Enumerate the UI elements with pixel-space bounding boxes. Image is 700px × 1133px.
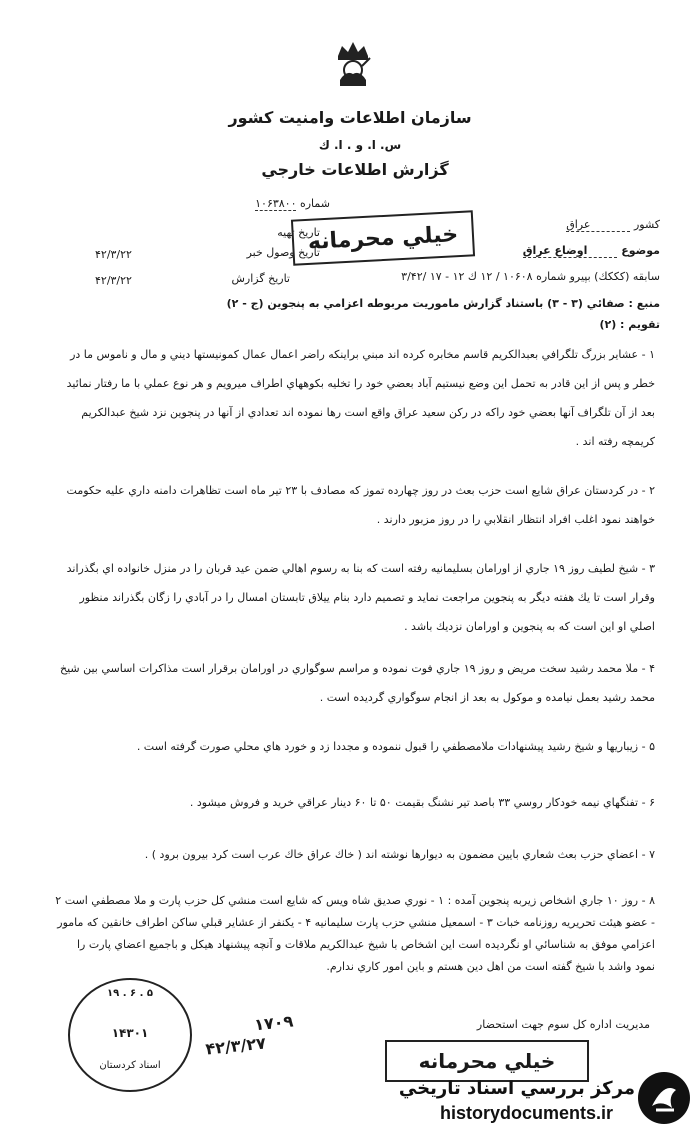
watermark-site: historydocuments.ir (440, 1103, 614, 1123)
country-label: كشور (633, 218, 660, 231)
report-paragraph-2: ۲ - در كردستان عراق شايع است حزب بعث در روز چهارده تموز كه مصادف با ۲۳ تير ماه است تظاهرات دامنه داري عليه حكومت خواهند نمود اغلب افراد انتظار انقلابي را در روز مزبور دارند . (66, 484, 655, 526)
prep-date-label: تاريخ تهيه (277, 226, 320, 239)
report-paragraph-3: ۳ - شيخ لطيف روز ۱۹ جاري از اورامان بسليمانيه رفته است كه بنا به رسوم اهالي ضمن عيد قربان را در منزل خانواده اي بگذراند وقرار است تا يك هفته ديگر به پنجوين مراجعت نمايد و تصميم دارد بنام ييلاق تابستان امسال را در آبادي را زگان بگذراند منظور اصلي او اين است كه به پنجوين و اورامان نزديك باشد . (66, 562, 655, 633)
organization-code: س. ا. و . ا. ك (318, 138, 402, 152)
source-line: منبع : صفائي (۳ - ۳) باستناد گزارش ماموريت مربوطه اعزامي به پنجوين (ج - ۲) (226, 297, 660, 310)
bottom-classified-stamp: خيلي محرمانه (385, 1040, 589, 1082)
receive-date-value: ۴۲/۳/۲۲ (95, 248, 132, 261)
footer-note: مديريت اداره كل سوم جهت استحضار (476, 1018, 650, 1031)
report-paragraph-7: ۷ - اعضاي حزب بعث شعاري بايين مضمون به ديوارها نوشته اند ( خاك عراق خاك عرب است كرد بيرون برود ) . (144, 848, 655, 861)
receive-date-label: تاريخ وصول خبر (246, 246, 320, 259)
report-paragraph-4: ۴ - ملا محمد رشيد سخت مريض و روز ۱۹ جاري فوت نموده و مراسم سوگواري در اورامان برقرار است مذاكرات اساسي بين شيخ محمد رشيد بعمل نيامده و موكول به بعد از انجام سوگواري گرديده است . (59, 662, 655, 704)
handwritten-receipt-mark: ۱۷۰۹ ۴۲/۳/۲۷ (204, 1011, 295, 1059)
report-paragraph-8: ۸ - روز ۱۰ جاري اشخاص زيربه پنجوين آمده : ۱ - نوري صديق شاه ويس كه شايع است منشي كل حزب پارت و ملا مصطفي است ۲ - عضو هيئت تحريريه روزنامه خبات ۳ - اسمعيل منشي حزب پارت سليمانيه ۴ - يكنفر از عشاير قبلي ساكن اطراف خانقين كه مامور اعزامي موفق به شناسائي او نگرديده است اين اشخاص با شيخ عبدالكريم ملاقات و آنچه پيشنهاد هيكل و باجميع اعضاي پارت را نمود واشد با شيخ گفته است من اهل دين هستم و باين امور كاري ندارم. (55, 894, 655, 973)
subject-value: اوضاع عراق (523, 244, 618, 258)
precedent-value: (كككك) بپيرو شماره ۱۰۶۰۸ / ۱۲ ك ۱۲ - ۱۷ /۳/۴۲ (401, 270, 630, 283)
subject-label: موضوع (621, 244, 660, 257)
report-paragraph-6: ۶ - تفنگهاي نيمه خودكار روسي ۳۳ باصد تير نشنگ بقيمت ۵۰ تا ۶۰ دينار عراقي خريد و فروش ميشود . (189, 796, 655, 809)
precedent-label: سابقه (632, 270, 660, 283)
lion-sun-emblem-icon (332, 40, 374, 92)
report-paragraph-5: ۵ - زيباريها و شيخ رشيد پيشنهادات ملامصطفي را قبول ننموده و مجددا زد و خورد هاي محلي صورت گرفته است . (136, 740, 655, 753)
precedent-field (325, 270, 660, 284)
number-label: شماره (299, 197, 330, 210)
country-value: عراق (566, 218, 630, 232)
history-documents-logo-icon (636, 1070, 692, 1126)
evaluation-line: تقويم : (۲) (599, 318, 660, 331)
organization-title: سازمان اطلاعات وامنيت كشور (228, 108, 472, 127)
number-value: ۱۰۶۳۸۰۰ (255, 197, 297, 210)
round-archive-stamp: ۱۹ . ۶ . ۵ ۱۴۳۰۱ اسناد كردستان (68, 978, 192, 1092)
watermark-org-name: مركز بررسي اسناد تاريخي (398, 1078, 635, 1099)
report-date-label: تاريخ گزارش (231, 272, 290, 285)
number-field (200, 197, 330, 211)
country-field (460, 218, 660, 232)
classified-stamp: خيلي محرمانه (291, 210, 475, 265)
report-paragraph-1: ۱ - عشاير بزرگ تلگرافي بعبدالكريم قاسم مخابره كرده اند مبني براينكه راضر اعمال عمال كمونيستها ديني و مال و ناموس ما در خطر و پس از اين قادر به تحمل اين وضع نيستيم آباد بعضي خود را تخليه بكوههاي اطراف ميرويم و هر نوع عملي با ما رفتار نمائيد بعد از آن تلگراف آنها بعضي خود راكه در ركن سعيد عراق واقع است رها نموده اند تعدادي از آنها در پنجوين نزد شيخ عبدالكريم كريمچه رفته اند . (66, 348, 655, 448)
report-title: گزارش اطلاعات خارجي (261, 160, 449, 179)
report-date-value: ۴۲/۳/۲۲ (95, 274, 132, 287)
